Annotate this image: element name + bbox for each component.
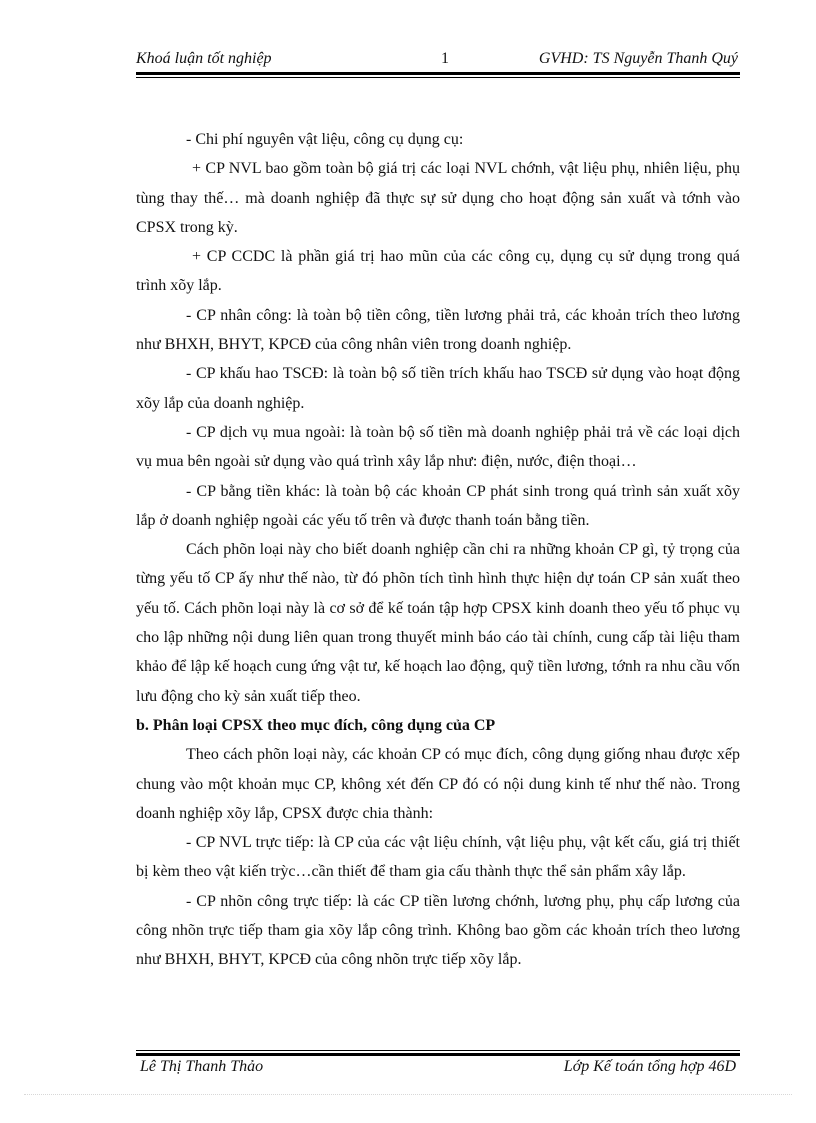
paragraph-direct-material: - CP NVL trực tiếp: là CP của các vật liệu chính, vật liệu phụ, vật kết cấu, giá trị thiết bị kèm theo vật kiến trỳc…cần thiết để tham gia cấu thành thực thể sản phẩm xây lắp. xyxy=(136,834,740,881)
paragraph-direct-labor: - CP nhõn công trực tiếp: là các CP tiền lương chớnh, lương phụ, phụ cấp lương của công nhõn trực tiếp tham gia xõy lắp công trình. Không bao gồm các khoản trích theo lương như BHXH, BHYT, KPCĐ của công nhõn trực tiếp xõy lắp. xyxy=(136,892,740,969)
paragraph-classification-summary: Cách phõn loại này cho biết doanh nghiệp cần chi ra những khoản CP gì, tỷ trọng của từng yếu tố CP ấy như thế nào, từ đó phõn tích tình hình thực hiện dự toán CP sản xuất theo yếu tố. Cách phõn loại này là cơ sở để kế toán tập hợp CPSX kinh doanh theo yếu tố phục vụ cho lập những nội dung liên quan trong thuyết minh báo cáo tài chính, cung cấp tài liệu tham khảo để lập kế hoạch cung ứng vật tư, kế hoạch lao động, quỹ tiền lương, tớnh ra nhu cầu vốn lưu động cho kỳ sản xuất tiếp theo. xyxy=(136,541,740,705)
paragraph-outsourced-services: - CP dịch vụ mua ngoài: là toàn bộ số tiền mà doanh nghiệp phải trả về các loại dịch vụ mua bên ngoài sử dụng vào quá trình xây lắp như: điện, nước, điện thoại… xyxy=(136,423,740,471)
section-heading-b: b. Phân loại CPSX theo mục đích, công dụng của CP xyxy=(136,716,496,734)
header-divider xyxy=(136,72,740,78)
page-edge-dots xyxy=(24,1094,792,1095)
paragraph-nvl-costs: + CP NVL bao gồm toàn bộ giá trị các loại NVL chớnh, vật liệu phụ, nhiên liệu, phụ tùng thay thế… mà doanh nghiệp đã thực sự sử dụng cho hoạt động sản xuất và tớnh vào CPSX trong kỳ. xyxy=(136,160,740,236)
paragraph-labor-costs: - CP nhân công: là toàn bộ tiền công, tiền lương phải trả, các khoản trích theo lương như BHXH, BHYT, KPCĐ của công nhân viên trong doanh nghiệp. xyxy=(136,306,740,354)
footer-class: Lớp Kế toán tổng hợp 46D xyxy=(563,1058,736,1075)
footer-author: Lê Thị Thanh Thảo xyxy=(140,1058,264,1075)
paragraph-ccdc-costs: + CP CCDC là phần giá trị hao mũn của các công cụ, dụng cụ sử dụng trong quá trình xõy lắp. xyxy=(136,248,740,295)
paragraph-other-cash-costs: - CP bằng tiền khác: là toàn bộ các khoản CP phát sinh trong quá trình sản xuất xõy lắp ở doanh nghiệp ngoài các yếu tố trên và được thanh toán bằng tiền. xyxy=(136,482,740,529)
header-thesis-title: Khoá luận tốt nghiệp xyxy=(136,50,272,67)
page-header xyxy=(136,48,738,72)
paragraph-material-costs: - Chi phí nguyên vật liệu, công cụ dụng cụ: xyxy=(186,131,464,148)
page-footer xyxy=(140,1056,736,1078)
paragraph-depreciation-costs: - CP khấu hao TSCĐ: là toàn bộ số tiền trích khấu hao TSCĐ sử dụng vào hoạt động xõy lắp của doanh nghiệp. xyxy=(136,365,740,412)
page-number: 1 xyxy=(441,50,449,67)
header-advisor: GVHD: TS Nguyễn Thanh Quý xyxy=(538,50,738,67)
page-body xyxy=(136,125,740,975)
paragraph-purpose-classification: Theo cách phõn loại này, các khoản CP có mục đích, công dụng giống nhau được xếp chung vào một khoản mục CP, không xét đến CP đó có nội dung kinh tế như thế nào. Trong doanh nghiệp xõy lắp, CPSX được chia thành: xyxy=(136,746,740,822)
